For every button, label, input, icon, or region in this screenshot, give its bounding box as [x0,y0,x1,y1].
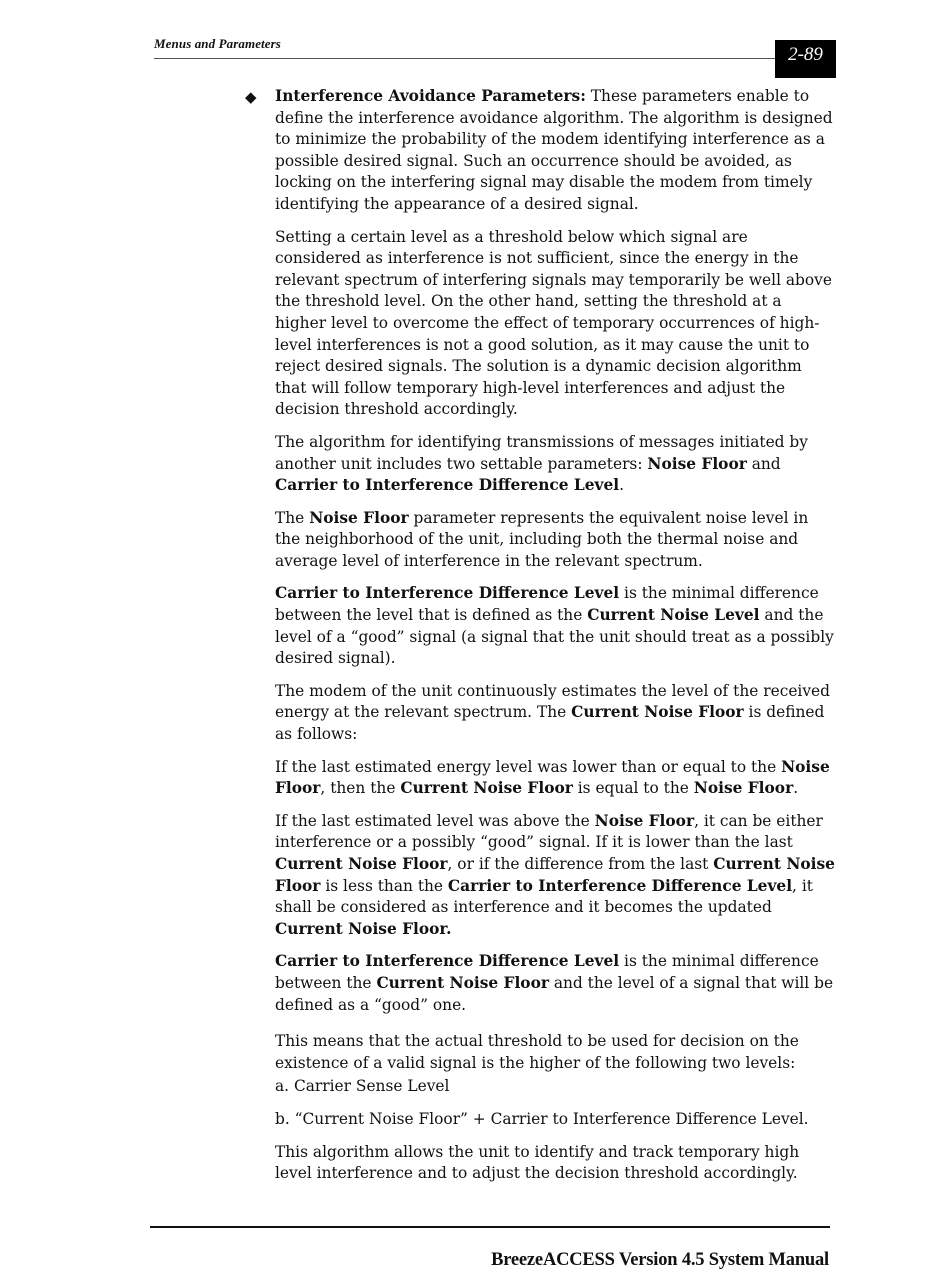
paragraph [275,86,835,216]
text-run: , then the [320,779,401,798]
footer-divider [150,1226,830,1228]
text-run: The algorithm for identifying transmissions of messages initiated by another unit includes two settable parameters: [275,432,808,473]
bold-term: Current Noise Floor [571,703,744,722]
paragraph [275,757,835,800]
text-run: is equal to the [572,779,694,798]
bold-term: Carrier to Interference Difference Level [275,952,620,971]
text-run: Setting a certain level as a threshold below which signal are considered as interference is not sufficient, since the energy in the relevant spectrum of interfering signals may temporarily be well above the threshold level. On the other hand, setting the threshold at a higher level to overcome the effect of temporary occurrences of high-level interferences is not a good solution, as it may cause the unit to reject desired signals. The solution is a dynamic decision algorithm that will follow temporary high-level interferences and adjust the decision threshold accordingly. [275,227,832,419]
text-run: parameter represents the equivalent noise level in the neighborhood of the unit, including both the thermal noise and average level of interference in the relevant spectrum. [275,508,809,570]
text-run: is the minimal difference between the [275,952,819,992]
bold-term: Current Noise Floor [275,855,835,895]
bold-term: Noise Floor [275,757,830,798]
list-item [275,1076,835,1098]
text-run: is less than the [320,876,448,895]
text-run: b. “Current Noise Floor” + Carrier to Interference Difference Level. [275,1109,809,1128]
bold-term: Carrier to Interference Difference Level [447,876,793,895]
paragraph [275,583,835,669]
section-title: Menus and Parameters [154,36,281,51]
text-run: and [746,454,781,473]
text-run: These parameters enable to define the interference avoidance algorithm. The algorithm is designed to minimize the probability of the modem identifying interference as a possible desired signal. Such an occurrence should be avoided, as locking on the interfering signal may disable the modem from timely identifying the appearance of a desired signal. [275,87,833,213]
paragraph [275,811,835,941]
text-run: and the level of a signal that will be defined as a “good” one. [275,973,834,1014]
bold-term: Noise Floor [647,454,747,473]
diamond-bullet-icon: ◆ [245,88,257,106]
bold-term: Carrier to Interference Difference Level [275,476,620,495]
text-run: a. Carrier Sense Level [275,1077,450,1096]
page-number: 2-89 [775,40,836,78]
bold-term: Noise Floor [693,779,794,798]
text-run: , it can be either interference or a possibly “good” signal. If it is lower than the last [275,811,823,852]
text-run: and the level of a “good” signal (a signal that the unit should treat as a possibly desired signal). [275,606,834,668]
text-run: This algorithm allows the unit to identify and track temporary high level interference and to adjust the decision threshold accordingly. [275,1142,800,1183]
text-run: This means that the actual threshold to be used for decision on the existence of a valid signal is the higher of the following two levels: [275,1032,799,1072]
paragraph [275,1142,835,1185]
paragraph [275,508,835,573]
text-run: , it shall be considered as interference and it becomes the updated [275,876,813,917]
header-divider [154,58,776,59]
list-item [275,1109,835,1131]
manual-title: BreezeACCESS Version 4.5 System Manual [491,1250,829,1270]
text-run: If the last estimated level was above the [275,811,595,830]
bold-term: Current Noise Floor [376,973,549,992]
text-run: is the minimal difference between the level that is defined as the [275,584,819,625]
bold-term: Current Noise Floor [275,855,448,873]
paragraph [275,1031,835,1074]
body-text [275,86,835,1196]
text-run: . [619,476,625,495]
paragraph [275,951,835,1016]
bold-term: Interference Avoidance Parameters: [275,87,586,105]
bold-term: Current Noise Floor. [275,919,452,938]
bold-term: Noise Floor [309,508,409,527]
text-run: is defined as follows: [275,703,825,744]
text-run: The [275,508,310,527]
paragraph [275,432,835,497]
paragraph [275,681,835,746]
text-run: . [793,779,799,798]
paragraph [275,227,835,421]
bold-term: Current Noise Level [587,606,760,625]
bold-term: Noise Floor [594,811,695,830]
bold-term: Carrier to Interference Difference Level [275,584,620,603]
text-run: , or if the difference from the last [447,855,714,873]
text-run: If the last estimated energy level was lower than or equal to the [275,757,782,776]
bold-term: Current Noise Floor [400,779,573,798]
text-run: The modem of the unit continuously estimates the level of the received energy at the relevant spectrum. The [275,681,831,722]
